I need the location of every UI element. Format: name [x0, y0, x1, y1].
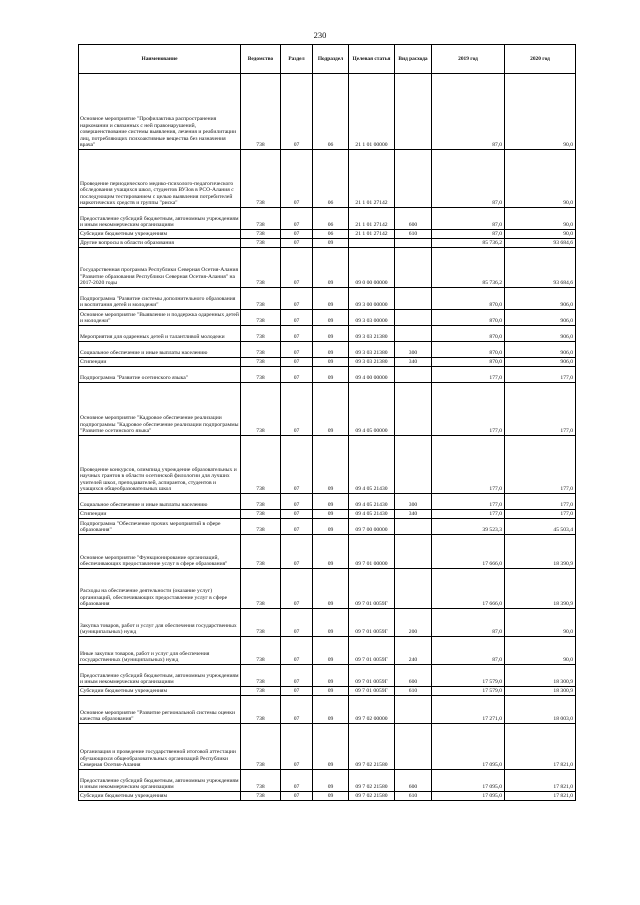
cell-vedomstvo: 738 [241, 74, 281, 150]
cell-2020: 18 390,9 [505, 569, 576, 609]
cell-podrazdel: 09 [313, 358, 349, 367]
cell-vedomstvo: 738 [241, 665, 281, 687]
budget-table [78, 44, 576, 801]
cell-celevaya-statya: 09 3 03 21380 [349, 342, 395, 358]
cell-podrazdel: 09 [313, 724, 349, 770]
cell-celevaya-statya: 09 7 01 0059Г [349, 569, 395, 609]
cell-2019: 85 736,2 [432, 239, 505, 248]
cell-name: Мероприятия для одаренных детей и талантливой молодежи [79, 326, 241, 342]
cell-2020: 17 821,0 [505, 792, 576, 801]
cell-2020: 17 821,0 [505, 724, 576, 770]
page-number: 230 [313, 30, 327, 40]
cell-vedomstvo: 738 [241, 383, 281, 436]
header-2020: 2020 год [505, 45, 576, 74]
cell-podrazdel: 09 [313, 239, 349, 248]
cell-2020: 90,0 [505, 150, 576, 208]
cell-name: Основное мероприятие "Профилактика распространения наркомании и связанных с ней правонарушений, совершенствование системы выявления, лечения и реабилитации лиц, потребляющих психоактивные вещества без назначения врача" [79, 74, 241, 150]
cell-razdel: 07 [281, 342, 313, 358]
cell-vid-raskhoda [395, 696, 432, 724]
cell-celevaya-statya: 21 1 01 27142 [349, 208, 395, 230]
cell-celevaya-statya: 09 7 02 21580 [349, 792, 395, 801]
cell-celevaya-statya: 09 7 01 0059Г [349, 637, 395, 665]
cell-podrazdel: 09 [313, 770, 349, 792]
cell-vid-raskhoda [395, 288, 432, 310]
cell-name: Предоставление субсидий бюджетным, автономным учреждениям и иным некоммерческим организациям [79, 208, 241, 230]
table-row [79, 367, 576, 383]
cell-name: Основное мероприятие "Выявление и поддержка одаренных детей и молодежи" [79, 310, 241, 326]
cell-name: Социальное обеспечение и иные выплаты населению [79, 494, 241, 510]
cell-name: Основное мероприятие "Кадровое обеспечение реализации подпрограммы "Кадровое обеспечение реализации подпрограммы "Развитие осетинского языка" [79, 383, 241, 436]
cell-2020: 177,0 [505, 367, 576, 383]
cell-2019: 177,0 [432, 494, 505, 510]
cell-razdel: 07 [281, 358, 313, 367]
cell-vedomstvo: 738 [241, 535, 281, 569]
cell-razdel: 07 [281, 239, 313, 248]
cell-2020: 177,0 [505, 510, 576, 519]
cell-razdel: 07 [281, 696, 313, 724]
table-header-row [79, 45, 576, 74]
cell-celevaya-statya: 21 1 01 27142 [349, 230, 395, 239]
cell-celevaya-statya: 09 7 01 0059Г [349, 665, 395, 687]
cell-2020: 90,0 [505, 230, 576, 239]
cell-razdel: 07 [281, 326, 313, 342]
cell-name: Иные закупки товаров, работ и услуг для обеспечения государственных (муниципальных) нужд [79, 637, 241, 665]
cell-vid-raskhoda: 340 [395, 510, 432, 519]
cell-vedomstvo: 738 [241, 310, 281, 326]
cell-vid-raskhoda [395, 519, 432, 535]
cell-podrazdel: 06 [313, 74, 349, 150]
cell-vedomstvo: 738 [241, 150, 281, 208]
cell-vedomstvo: 738 [241, 288, 281, 310]
header-celevaya-statya: Целевая статья [349, 45, 395, 74]
cell-podrazdel: 06 [313, 150, 349, 208]
table-row [79, 383, 576, 436]
header-2019: 2019 год [432, 45, 505, 74]
cell-podrazdel: 09 [313, 494, 349, 510]
cell-2019: 87,0 [432, 609, 505, 637]
cell-name: Субсидии бюджетным учреждениям [79, 687, 241, 696]
cell-2019: 870,0 [432, 326, 505, 342]
cell-vid-raskhoda [395, 310, 432, 326]
cell-vedomstvo: 738 [241, 326, 281, 342]
cell-name: Субсидии бюджетным учреждениям [79, 792, 241, 801]
cell-vid-raskhoda [395, 724, 432, 770]
cell-name: Организация и проведение государственной итоговой аттестации обучающихся общеобразовательных организаций Республики Северная Осетия-Алания [79, 724, 241, 770]
cell-vid-raskhoda: 600 [395, 665, 432, 687]
cell-2020: 906,0 [505, 358, 576, 367]
cell-2019: 177,0 [432, 510, 505, 519]
cell-razdel: 07 [281, 637, 313, 665]
cell-2020: 45 503,4 [505, 519, 576, 535]
cell-vedomstvo: 738 [241, 436, 281, 494]
cell-2020: 90,0 [505, 609, 576, 637]
cell-2019: 87,0 [432, 637, 505, 665]
cell-vedomstvo: 738 [241, 208, 281, 230]
cell-podrazdel: 09 [313, 792, 349, 801]
cell-2020: 18 390,9 [505, 535, 576, 569]
cell-name: Подпрограмма "Обеспечение прочих мероприятий в сфере образования" [79, 519, 241, 535]
cell-2019: 87,0 [432, 74, 505, 150]
cell-celevaya-statya [349, 239, 395, 248]
cell-2020: 18 300,9 [505, 665, 576, 687]
cell-vid-raskhoda [395, 535, 432, 569]
cell-vedomstvo: 738 [241, 724, 281, 770]
cell-celevaya-statya: 21 1 01 27142 [349, 150, 395, 208]
cell-podrazdel: 09 [313, 310, 349, 326]
cell-vid-raskhoda [395, 569, 432, 609]
cell-2019: 870,0 [432, 342, 505, 358]
cell-2019: 17 666,0 [432, 535, 505, 569]
cell-podrazdel: 09 [313, 569, 349, 609]
table-row [79, 494, 576, 510]
cell-2019: 17 579,0 [432, 665, 505, 687]
cell-2019: 17 579,0 [432, 687, 505, 696]
cell-vedomstvo: 738 [241, 230, 281, 239]
cell-vedomstvo: 738 [241, 637, 281, 665]
table-row [79, 326, 576, 342]
cell-celevaya-statya: 09 3 00 00000 [349, 288, 395, 310]
cell-vid-raskhoda [395, 326, 432, 342]
cell-name: Основное мероприятие "Развитие региональной системы оценки качества образования" [79, 696, 241, 724]
cell-celevaya-statya: 09 3 03 00000 [349, 310, 395, 326]
cell-razdel: 07 [281, 150, 313, 208]
cell-2019: 85 736,2 [432, 248, 505, 288]
cell-razdel: 07 [281, 792, 313, 801]
table-row [79, 74, 576, 150]
cell-2020: 177,0 [505, 494, 576, 510]
table-row [79, 288, 576, 310]
cell-2019: 870,0 [432, 310, 505, 326]
table-row [79, 770, 576, 792]
cell-2020: 906,0 [505, 342, 576, 358]
cell-razdel: 07 [281, 609, 313, 637]
cell-vid-raskhoda [395, 383, 432, 436]
cell-2020: 17 821,0 [505, 770, 576, 792]
cell-podrazdel: 09 [313, 609, 349, 637]
cell-vid-raskhoda: 610 [395, 230, 432, 239]
cell-vedomstvo: 738 [241, 494, 281, 510]
cell-podrazdel: 09 [313, 687, 349, 696]
cell-podrazdel: 09 [313, 519, 349, 535]
cell-celevaya-statya: 09 7 02 21580 [349, 724, 395, 770]
cell-2020: 906,0 [505, 326, 576, 342]
table-row [79, 519, 576, 535]
cell-vid-raskhoda: 610 [395, 687, 432, 696]
cell-name: Проведение конкурсов, олимпиад учреждение образовательных и научных грантов в области осетинской филологии для лучших учителей школ, преподавателей, аспирантов, студентов и учащихся общеобразовательных школ [79, 436, 241, 494]
cell-razdel: 07 [281, 367, 313, 383]
header-podrazdel: Подраздел [313, 45, 349, 74]
cell-razdel: 07 [281, 510, 313, 519]
cell-vedomstvo: 738 [241, 367, 281, 383]
cell-2019: 17 095,0 [432, 770, 505, 792]
cell-2019: 17 271,0 [432, 696, 505, 724]
cell-vid-raskhoda: 600 [395, 770, 432, 792]
cell-vid-raskhoda: 200 [395, 609, 432, 637]
cell-vedomstvo: 738 [241, 358, 281, 367]
cell-name: Расходы на обеспечение деятельности (оказание услуг) организаций, обеспечивающих предоставление услуг в сфере образования [79, 569, 241, 609]
cell-name: Стипендии [79, 358, 241, 367]
cell-podrazdel: 09 [313, 248, 349, 288]
cell-vedomstvo: 738 [241, 609, 281, 637]
cell-razdel: 07 [281, 665, 313, 687]
cell-vid-raskhoda [395, 150, 432, 208]
cell-2020: 18 003,0 [505, 696, 576, 724]
table-row [79, 436, 576, 494]
table-row [79, 150, 576, 208]
cell-razdel: 07 [281, 383, 313, 436]
cell-razdel: 07 [281, 724, 313, 770]
cell-2020: 93 684,6 [505, 239, 576, 248]
cell-razdel: 07 [281, 310, 313, 326]
cell-razdel: 07 [281, 208, 313, 230]
cell-celevaya-statya: 09 4 05 00000 [349, 383, 395, 436]
cell-name: Стипендии [79, 510, 241, 519]
header-name: Наименование [79, 45, 241, 74]
table-body [79, 74, 576, 801]
cell-name: Предоставление субсидий бюджетным, автономным учреждениям и иным некоммерческим организациям [79, 665, 241, 687]
table-row [79, 609, 576, 637]
cell-podrazdel: 09 [313, 436, 349, 494]
cell-2020: 18 300,9 [505, 687, 576, 696]
cell-vid-raskhoda: 340 [395, 358, 432, 367]
cell-name: Подпрограмма "Развитие системы дополнительного образования и воспитания детей и молодежи" [79, 288, 241, 310]
table-row [79, 792, 576, 801]
cell-vid-raskhoda: 300 [395, 342, 432, 358]
cell-podrazdel: 09 [313, 665, 349, 687]
cell-2019: 17 095,0 [432, 792, 505, 801]
cell-vedomstvo: 738 [241, 792, 281, 801]
cell-razdel: 07 [281, 436, 313, 494]
table-row [79, 248, 576, 288]
cell-vid-raskhoda [395, 239, 432, 248]
table-row [79, 665, 576, 687]
cell-2020: 906,0 [505, 310, 576, 326]
cell-2020: 90,0 [505, 208, 576, 230]
cell-razdel: 07 [281, 519, 313, 535]
cell-celevaya-statya: 09 3 03 21380 [349, 326, 395, 342]
cell-razdel: 07 [281, 687, 313, 696]
table-row [79, 637, 576, 665]
table-row [79, 724, 576, 770]
cell-2019: 17 666,0 [432, 569, 505, 609]
cell-celevaya-statya: 09 4 05 21430 [349, 494, 395, 510]
cell-2019: 17 095,0 [432, 724, 505, 770]
cell-celevaya-statya: 09 3 03 21380 [349, 358, 395, 367]
cell-vid-raskhoda [395, 436, 432, 494]
cell-name: Другие вопросы в области образования [79, 239, 241, 248]
cell-podrazdel: 09 [313, 367, 349, 383]
cell-celevaya-statya: 09 7 01 0059Г [349, 687, 395, 696]
header-vedomstvo: Ведомство [241, 45, 281, 74]
cell-2019: 87,0 [432, 150, 505, 208]
cell-vid-raskhoda: 300 [395, 494, 432, 510]
cell-celevaya-statya: 21 1 01 00000 [349, 74, 395, 150]
header-vid-raskhoda: Вид расхода [395, 45, 432, 74]
cell-razdel: 07 [281, 770, 313, 792]
cell-vid-raskhoda [395, 248, 432, 288]
cell-celevaya-statya: 09 7 01 00000 [349, 535, 395, 569]
table-row [79, 535, 576, 569]
cell-name: Социальное обеспечение и иные выплаты населению [79, 342, 241, 358]
cell-razdel: 07 [281, 494, 313, 510]
cell-vid-raskhoda [395, 74, 432, 150]
table-row [79, 358, 576, 367]
cell-vedomstvo: 738 [241, 696, 281, 724]
cell-vedomstvo: 738 [241, 687, 281, 696]
cell-vedomstvo: 738 [241, 770, 281, 792]
cell-2019: 39 523,3 [432, 519, 505, 535]
cell-podrazdel: 09 [313, 342, 349, 358]
cell-celevaya-statya: 09 7 02 21580 [349, 770, 395, 792]
table-row [79, 687, 576, 696]
cell-2019: 87,0 [432, 230, 505, 239]
table-row [79, 510, 576, 519]
cell-2019: 177,0 [432, 436, 505, 494]
cell-celevaya-statya: 09 4 05 21430 [349, 510, 395, 519]
cell-2020: 93 684,6 [505, 248, 576, 288]
cell-celevaya-statya: 09 4 05 21430 [349, 436, 395, 494]
cell-celevaya-statya: 09 7 00 00000 [349, 519, 395, 535]
cell-vedomstvo: 738 [241, 342, 281, 358]
cell-celevaya-statya: 09 0 00 00000 [349, 248, 395, 288]
cell-2020: 90,0 [505, 74, 576, 150]
cell-podrazdel: 06 [313, 230, 349, 239]
cell-podrazdel: 09 [313, 696, 349, 724]
cell-2019: 87,0 [432, 208, 505, 230]
table-row [79, 239, 576, 248]
cell-name: Проведение периодического медико-психолого-педагогического обследования учащихся школ, студентов ВУЗов в РСО-Алания с последующим тестированием с целью выявления потребителей наркотических средств и группы "риска" [79, 150, 241, 208]
cell-vedomstvo: 738 [241, 510, 281, 519]
cell-name: Государственная программа Республики Северная Осетия-Алания "Развитие образования Республики Северная Осетия-Алания" на 2017-2020 годы [79, 248, 241, 288]
cell-razdel: 07 [281, 248, 313, 288]
cell-razdel: 07 [281, 288, 313, 310]
table-row [79, 696, 576, 724]
cell-vid-raskhoda: 610 [395, 792, 432, 801]
cell-podrazdel: 09 [313, 383, 349, 436]
table-row [79, 310, 576, 326]
cell-vid-raskhoda: 600 [395, 208, 432, 230]
cell-2019: 177,0 [432, 383, 505, 436]
cell-razdel: 07 [281, 230, 313, 239]
cell-razdel: 07 [281, 569, 313, 609]
cell-name: Подпрограмма "Развитие осетинского языка" [79, 367, 241, 383]
cell-vid-raskhoda [395, 367, 432, 383]
cell-2019: 870,0 [432, 358, 505, 367]
header-razdel: Раздел [281, 45, 313, 74]
cell-celevaya-statya: 09 4 00 00000 [349, 367, 395, 383]
cell-vedomstvo: 738 [241, 519, 281, 535]
cell-vid-raskhoda: 240 [395, 637, 432, 665]
cell-name: Основное мероприятие "Функционирование организаций, обеспечивающих предоставление услуг в сфере образования" [79, 535, 241, 569]
table-row [79, 342, 576, 358]
cell-podrazdel: 09 [313, 288, 349, 310]
cell-podrazdel: 09 [313, 637, 349, 665]
cell-vedomstvo: 738 [241, 248, 281, 288]
cell-celevaya-statya: 09 7 02 00000 [349, 696, 395, 724]
cell-2020: 90,0 [505, 637, 576, 665]
cell-podrazdel: 09 [313, 326, 349, 342]
table-row [79, 208, 576, 230]
cell-2019: 870,0 [432, 288, 505, 310]
cell-podrazdel: 09 [313, 510, 349, 519]
cell-2020: 906,0 [505, 288, 576, 310]
cell-2019: 177,0 [432, 367, 505, 383]
cell-podrazdel: 06 [313, 208, 349, 230]
cell-vedomstvo: 738 [241, 239, 281, 248]
cell-celevaya-statya: 09 7 01 0059Г [349, 609, 395, 637]
table-row [79, 230, 576, 239]
cell-name: Субсидии бюджетным учреждениям [79, 230, 241, 239]
cell-2020: 177,0 [505, 436, 576, 494]
table-row [79, 569, 576, 609]
cell-2020: 177,0 [505, 383, 576, 436]
cell-razdel: 07 [281, 535, 313, 569]
cell-name: Предоставление субсидий бюджетным, автономным учреждениям и иным некоммерческим организациям [79, 770, 241, 792]
cell-razdel: 07 [281, 74, 313, 150]
cell-name: Закупка товаров, работ и услуг для обеспечения государственных (муниципальных) нужд [79, 609, 241, 637]
cell-vedomstvo: 738 [241, 569, 281, 609]
cell-podrazdel: 09 [313, 535, 349, 569]
